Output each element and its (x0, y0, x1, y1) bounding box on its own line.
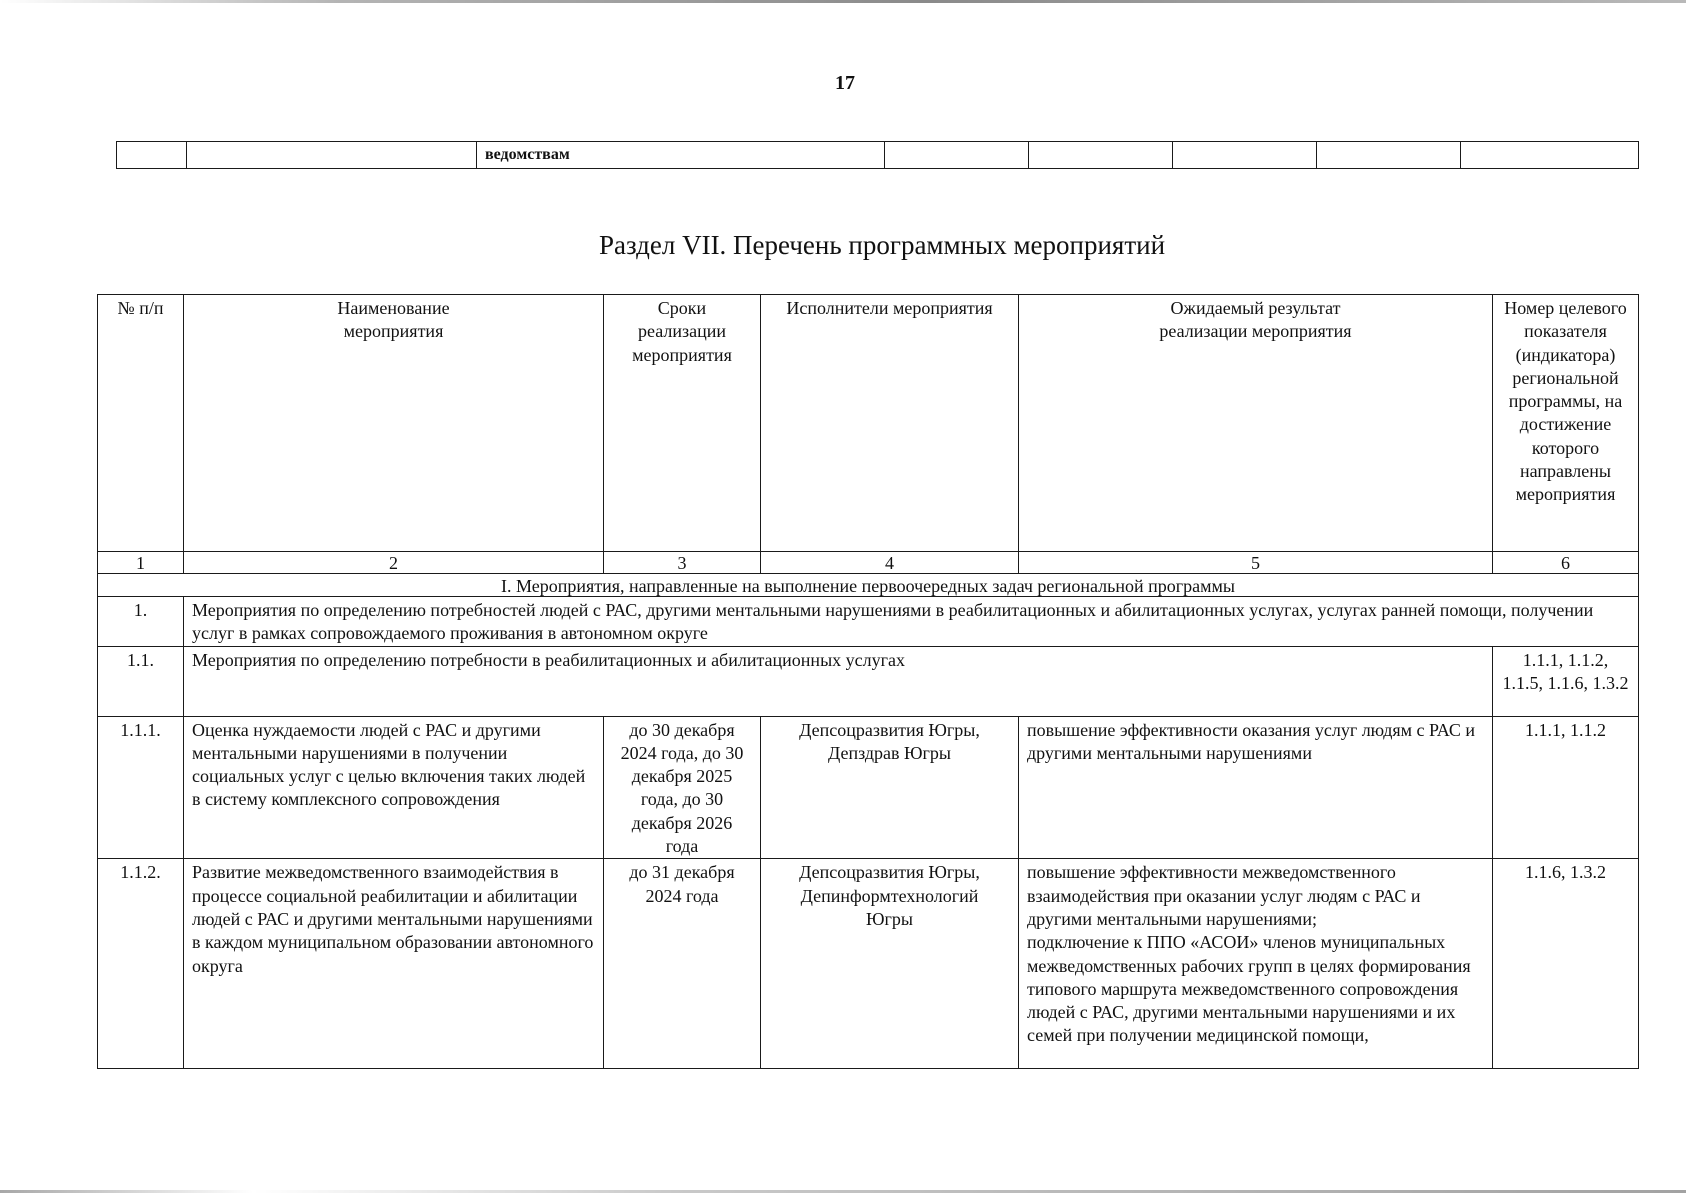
measures-table (97, 294, 1639, 1069)
header-executors: Исполнители мероприятия (761, 295, 1019, 552)
column-numbers-row (98, 552, 1639, 574)
row-number: 1. (98, 597, 184, 647)
header-name: Наименование мероприятия (184, 295, 604, 552)
table-row (98, 859, 1639, 1069)
table-row (98, 716, 1639, 859)
row-term: до 30 декабря 2024 года, до 30 декабря 2025 года, до 30 декабря 2026 года (604, 716, 761, 859)
row-indicators: 1.1.1, 1.1.2, 1.1.5, 1.1.6, 1.3.2 (1493, 646, 1639, 716)
row-text: Мероприятия по определению потребностей людей с РАС, другими ментальными нарушениями в реабилитационных и абилитационных услугах, услугах ранней помощи, получении услуг в рамках сопровождаемого проживания в автономном округе (184, 597, 1639, 647)
column-number: 5 (1019, 552, 1493, 574)
row-executors: Депсоцразвития Югры, Депинформтехнологий Югры (761, 859, 1019, 1069)
column-number: 6 (1493, 552, 1639, 574)
page-number: 17 (835, 72, 855, 94)
header-row (98, 295, 1639, 552)
row-measure-name: Оценка нуждаемости людей с РАС и другими ментальными нарушениями в получении социальных услуг с целью включения таких людей в систему комплексного сопровождения (184, 716, 604, 859)
column-number: 4 (761, 552, 1019, 574)
row-number: 1.1.1. (98, 716, 184, 859)
section-title: Раздел VII. Перечень программных мероприятий (598, 230, 1166, 260)
row-text: Мероприятия по определению потребности в реабилитационных и абилитационных услугах (184, 646, 1493, 716)
section-row-text: I. Мероприятия, направленные на выполнение первоочередных задач региональной программы (98, 574, 1639, 597)
row-number: 1.1.2. (98, 859, 184, 1069)
row-indicators: 1.1.6, 1.3.2 (1493, 859, 1639, 1069)
table-row (98, 597, 1639, 647)
scan-edge-top (0, 0, 1686, 3)
continued-table (116, 141, 1639, 169)
row-result-line: подключение к ППО «АСОИ» членов муниципальных межведомственных рабочих групп в целях формирования типового маршрута межведомственного сопровождения людей с РАС, другими ментальными нарушениями и их семей при получении медицинской помощи, (1027, 932, 1471, 1046)
row-result: повышение эффективности оказания услуг людям с РАС и другими ментальными нарушениями (1019, 716, 1493, 859)
scan-edge-bottom (0, 1190, 1686, 1193)
column-number: 3 (604, 552, 761, 574)
row-result-line: повышение эффективности межведомственного взаимодействия при оказании услуг людям с РАС и другими ментальными нарушениями; (1027, 862, 1421, 929)
header-num: № п/п (98, 295, 184, 552)
table-row (98, 646, 1639, 716)
continued-cell-text: ведомствам (477, 142, 885, 169)
section-row (98, 574, 1639, 597)
header-term: Сроки реализации мероприятия (604, 295, 761, 552)
row-executors: Депсоцразвития Югры, Депздрав Югры (761, 716, 1019, 859)
row-indicators: 1.1.1, 1.1.2 (1493, 716, 1639, 859)
header-result: Ожидаемый результат реализации мероприятия (1019, 295, 1493, 552)
row-number: 1.1. (98, 646, 184, 716)
row-result (1019, 859, 1493, 1069)
row-term: до 31 декабря 2024 года (604, 859, 761, 1069)
header-indicator: Номер целевого показателя (индикатора) региональной программы, на достижение которого направлены мероприятия (1493, 295, 1639, 552)
column-number: 2 (184, 552, 604, 574)
continued-table-row (117, 142, 1639, 169)
column-number: 1 (98, 552, 184, 574)
row-measure-name: Развитие межведомственного взаимодействия в процессе социальной реабилитации и абилитации людей с РАС и другими ментальными нарушениями в каждом муниципальном образовании автономного округа (184, 859, 604, 1069)
